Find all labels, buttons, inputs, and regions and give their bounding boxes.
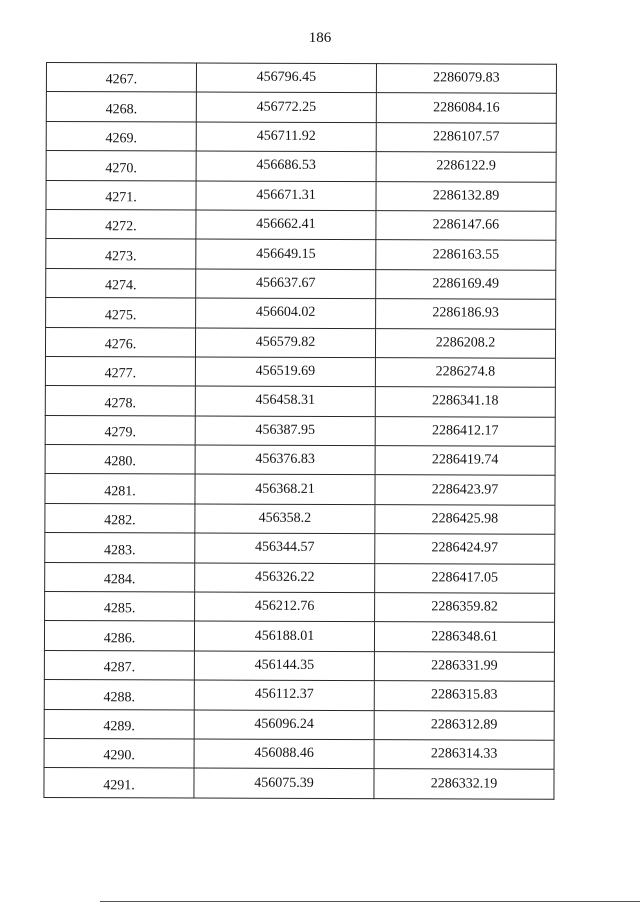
y-coordinate-cell: 2286186.93 [376,299,556,329]
point-number-cell: 4273. [46,239,196,269]
point-number-cell: 4269. [46,121,196,151]
table-row [46,121,556,152]
x-coordinate-cell: 456711.92 [196,122,376,152]
x-coordinate-cell: 456344.57 [195,533,375,563]
table-row [46,180,556,211]
point-number-cell: 4279. [45,415,195,445]
point-number-cell: 4271. [46,180,196,210]
table-row [44,621,554,652]
point-number-cell: 4274. [46,268,196,298]
point-number-cell: 4283. [45,533,195,563]
x-coordinate-cell: 456358.2 [195,504,375,534]
y-coordinate-cell: 2286107.57 [376,122,556,152]
x-coordinate-cell: 456519.69 [195,357,375,387]
table-row [44,650,554,681]
point-number-cell: 4290. [44,738,194,768]
x-coordinate-cell: 456188.01 [194,621,374,651]
table-row [45,503,555,534]
point-number-cell: 4275. [46,298,196,328]
x-coordinate-cell: 456075.39 [194,768,374,798]
y-coordinate-cell: 2286419.74 [375,446,555,476]
x-coordinate-cell: 456604.02 [196,298,376,328]
x-coordinate-cell: 456579.82 [195,328,375,358]
x-coordinate-cell: 456376.83 [195,445,375,475]
page-number: 186 [308,30,332,46]
table-row [46,209,556,240]
x-coordinate-cell: 456637.67 [196,269,376,299]
table-row [46,151,556,182]
y-coordinate-cell: 2286331.99 [374,651,554,681]
x-coordinate-cell: 456686.53 [196,151,376,181]
y-coordinate-cell: 2286348.61 [374,622,554,652]
page-bottom-rule [100,901,640,902]
y-coordinate-cell: 2286132.89 [376,181,556,211]
y-coordinate-cell: 2286163.55 [376,240,556,270]
x-coordinate-cell: 456326.22 [195,563,375,593]
table-row [44,709,554,740]
table-row [45,533,555,564]
table-row [46,298,556,329]
y-coordinate-cell: 2286341.18 [375,387,555,417]
point-number-cell: 4272. [46,209,196,239]
x-coordinate-cell: 456088.46 [194,739,374,769]
table-row [45,592,555,623]
x-coordinate-cell: 456649.15 [196,239,376,269]
table-row [44,768,554,799]
point-number-cell: 4268. [46,92,196,122]
table-row [46,239,556,270]
coordinates-table [43,62,557,800]
point-number-cell: 4285. [45,592,195,622]
point-number-cell: 4288. [44,680,194,710]
x-coordinate-cell: 456144.35 [194,651,374,681]
y-coordinate-cell: 2286147.66 [376,211,556,241]
y-coordinate-cell: 2286332.19 [374,769,554,799]
table-row [46,63,556,94]
table-row [45,562,555,593]
x-coordinate-cell: 456671.31 [196,181,376,211]
table-row [45,327,555,358]
y-coordinate-cell: 2286315.83 [374,681,554,711]
y-coordinate-cell: 2286314.33 [374,740,554,770]
x-coordinate-cell: 456112.37 [194,680,374,710]
table-row [46,92,556,123]
x-coordinate-cell: 456096.24 [194,710,374,740]
y-coordinate-cell: 2286208.2 [375,328,555,358]
y-coordinate-cell: 2286423.97 [375,475,555,505]
point-number-cell: 4289. [44,709,194,739]
point-number-cell: 4278. [45,386,195,416]
x-coordinate-cell: 456387.95 [195,416,375,446]
y-coordinate-cell: 2286274.8 [375,358,555,388]
point-number-cell: 4277. [45,356,195,386]
point-number-cell: 4270. [46,151,196,181]
x-coordinate-cell: 456368.21 [195,474,375,504]
point-number-cell: 4284. [45,562,195,592]
point-number-cell: 4276. [45,327,195,357]
y-coordinate-cell: 2286122.9 [376,152,556,182]
y-coordinate-cell: 2286424.97 [375,534,555,564]
y-coordinate-cell: 2286084.16 [376,93,556,123]
y-coordinate-cell: 2286417.05 [375,563,555,593]
y-coordinate-cell: 2286169.49 [376,269,556,299]
point-number-cell: 4267. [46,63,196,93]
x-coordinate-cell: 456772.25 [196,92,376,122]
table-row [45,415,555,446]
point-number-cell: 4286. [44,621,194,651]
point-number-cell: 4291. [44,768,194,798]
table-row [45,445,555,476]
x-coordinate-cell: 456796.45 [196,63,376,93]
table-row [46,268,556,299]
table-row [44,680,554,711]
y-coordinate-cell: 2286312.89 [374,710,554,740]
point-number-cell: 4280. [45,445,195,475]
table-row [45,356,555,387]
point-number-cell: 4282. [45,503,195,533]
coordinates-table-body [44,63,557,800]
y-coordinate-cell: 2286425.98 [375,505,555,535]
y-coordinate-cell: 2286412.17 [375,416,555,446]
table-row [44,738,554,769]
point-number-cell: 4281. [45,474,195,504]
x-coordinate-cell: 456458.31 [195,386,375,416]
y-coordinate-cell: 2286359.82 [375,593,555,623]
y-coordinate-cell: 2286079.83 [376,64,556,94]
point-number-cell: 4287. [44,650,194,680]
x-coordinate-cell: 456662.41 [196,210,376,240]
table-row [45,474,555,505]
x-coordinate-cell: 456212.76 [195,592,375,622]
table-row [45,386,555,417]
